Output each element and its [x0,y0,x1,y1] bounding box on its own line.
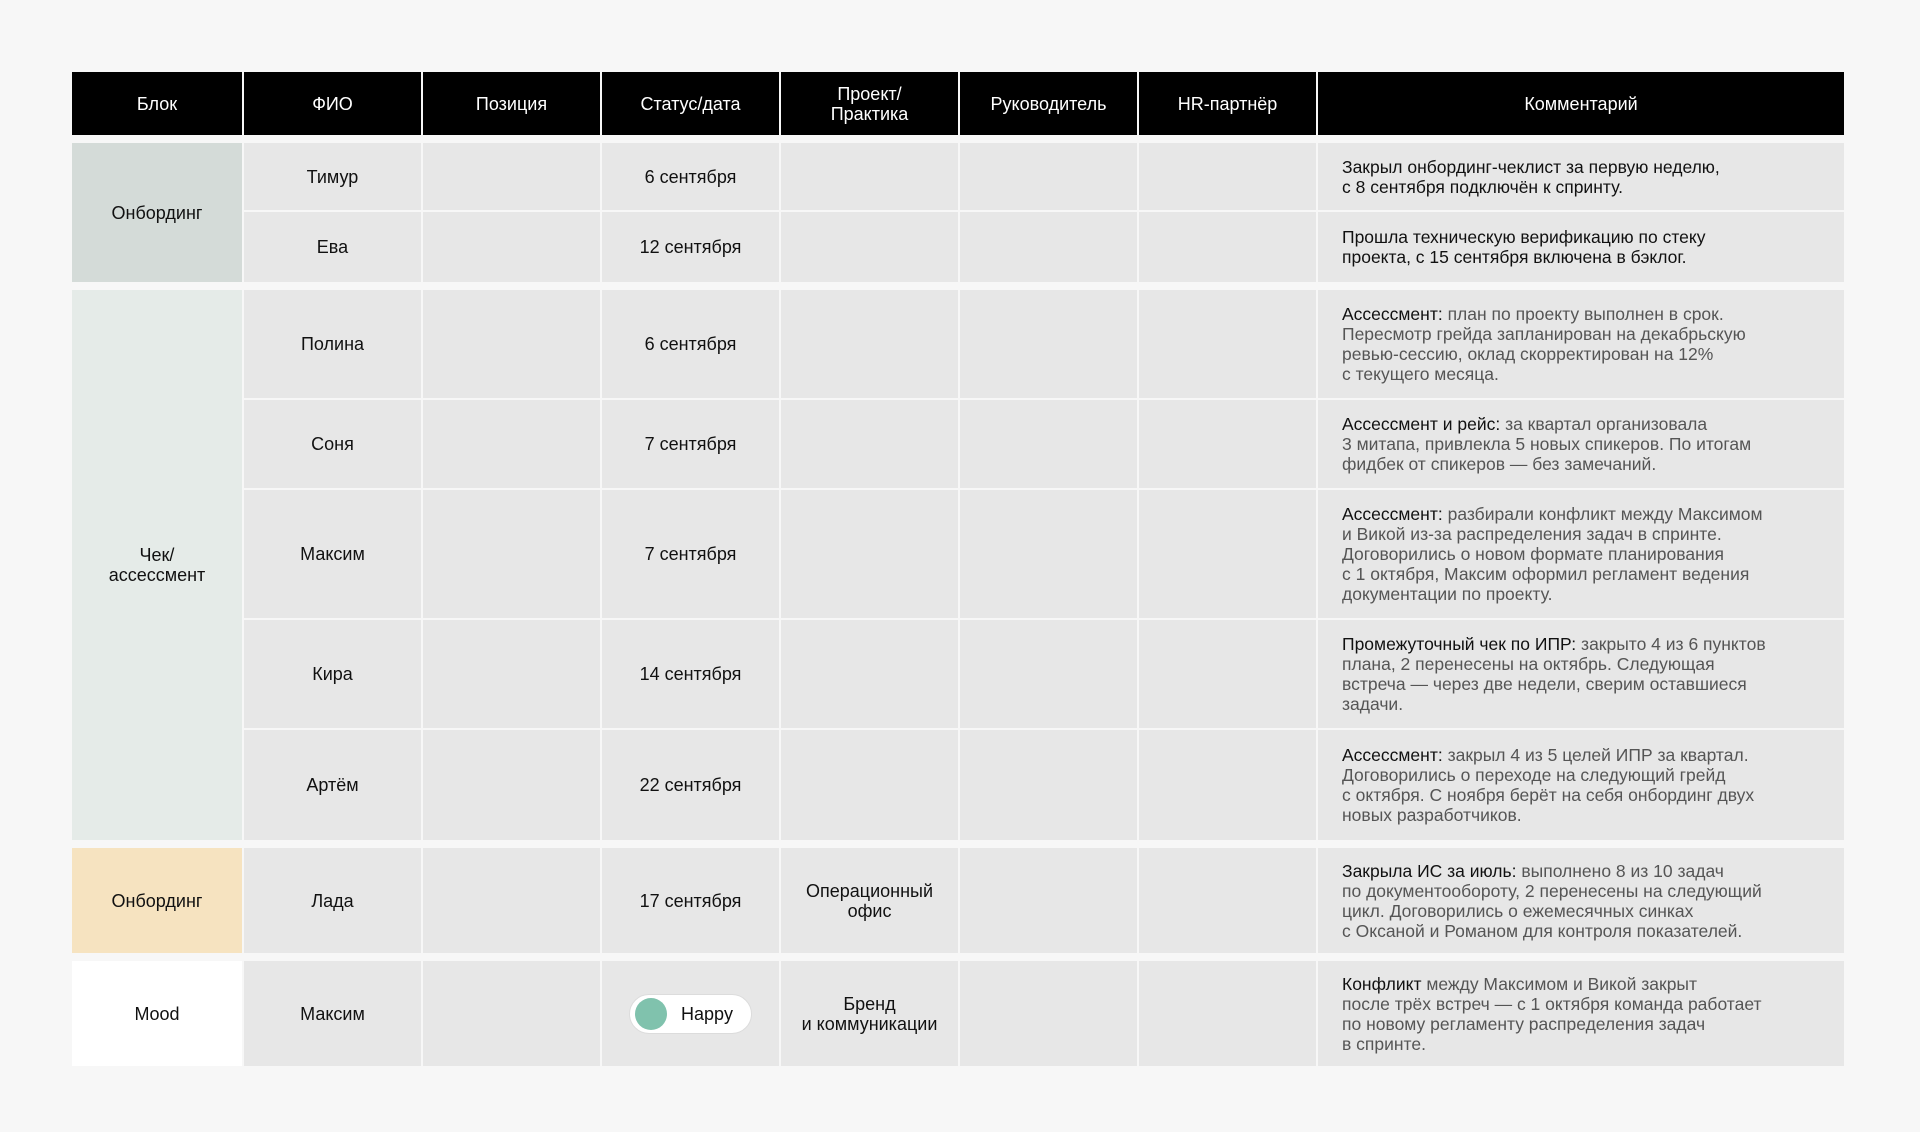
manager-cell [960,400,1137,490]
group-gap [72,135,1844,143]
hr-table [72,72,1844,1066]
employee-name: Максим [244,490,421,620]
employee-name: Артём [244,730,421,840]
comment-text [1342,304,1746,384]
comment-cell [1318,730,1844,840]
block-cell: Онбординг [72,143,242,282]
happy-dot-icon [635,998,667,1030]
position-cell [423,290,600,400]
project-cell [781,620,958,730]
header-comment: Комментарий [1318,72,1844,135]
comment-body: выполнено 8 из 10 задач по документообороту, 2 перенесены на следующий цикл. Договорились о ежемесячных синках с Оксаной и Романом для контроля показателей. [1342,860,1762,941]
comment-cell [1318,400,1844,490]
comment-body: Прошла техническую верификацию по стеку проекта, с 15 сентября включена в бэклог. [1342,227,1706,267]
header-manager: Руководитель [960,72,1137,135]
block-cell: Чек/ ассессмент [72,290,242,840]
comment-cell [1318,212,1844,282]
project-cell [781,490,958,620]
manager-cell [960,961,1137,1066]
project-cell [781,730,958,840]
hr-partner-cell [1139,961,1316,1066]
comment-lead: Закрыла ИС за июль: [1342,860,1517,881]
position-cell [423,490,600,620]
status-cell: 6 сентября [602,290,779,400]
group-gap [72,953,1844,961]
header-project: Проект/ Практика [781,72,958,135]
status-cell: 12 сентября [602,212,779,282]
position-cell [423,848,600,953]
group-gap [72,282,1844,290]
hr-partner-cell [1139,848,1316,953]
comment-text [1342,157,1720,197]
employee-name: Лада [244,848,421,953]
comment-lead: Ассессмент и рейс: [1342,414,1501,434]
status-cell [602,961,779,1066]
manager-cell [960,143,1137,212]
manager-cell [960,848,1137,953]
hr-partner-cell [1139,620,1316,730]
comment-text [1342,861,1762,941]
comment-lead: Ассессмент: [1342,745,1443,765]
comment-text [1342,414,1751,474]
hr-partner-cell [1139,143,1316,212]
hr-partner-cell [1139,290,1316,400]
comment-body: Закрыл онбординг-чеклист за первую неделю, с 8 сентября подключён к спринту. [1342,156,1720,197]
block-cell: Онбординг [72,848,242,953]
comment-body: за квартал организовала 3 митапа, привлекла 5 новых спикеров. По итогам фидбек от спикеров — без замечаний. [1342,414,1752,474]
position-cell [423,961,600,1066]
comment-cell [1318,961,1844,1066]
header-hr-partner: HR-партнёр [1139,72,1316,135]
mood-pill-label: Happy [680,1003,734,1024]
comment-body: план по проекту выполнен в срок. Пересмотр грейда запланирован на декабрьскую ревью-сессию, оклад скорректирован на 12% с текущего месяца. [1342,304,1746,384]
position-cell [423,620,600,730]
comment-lead: Промежуточный чек по ИПР: [1342,634,1577,654]
comment-cell [1318,290,1844,400]
mood-pill[interactable] [629,994,752,1034]
manager-cell [960,290,1137,400]
comment-text [1342,227,1705,267]
hr-partner-cell [1139,490,1316,620]
comment-text [1342,745,1754,825]
manager-cell [960,212,1137,282]
comment-body: между Максимом и Викой закрыт после трёх встреч — с 1 октября команда работает по новому регламенту распределения задач в спринте. [1342,973,1762,1054]
comment-cell [1318,848,1844,953]
position-cell [423,212,600,282]
project-cell: Операционный офис [781,848,958,953]
header-status: Статус/дата [602,72,779,135]
comment-text [1342,974,1762,1054]
position-cell [423,730,600,840]
comment-body: закрыл 4 из 5 целей ИПР за квартал. Договорились о переходе на следующий грейд с октября. С ноября берёт на себя онбординг двух новых разработчиков. [1342,745,1755,825]
hr-partner-cell [1139,212,1316,282]
comment-lead: Конфликт [1342,973,1422,994]
manager-cell [960,730,1137,840]
employee-name: Максим [244,961,421,1066]
status-cell: 17 сентября [602,848,779,953]
project-cell [781,212,958,282]
employee-name: Тимур [244,143,421,212]
status-cell: 14 сентября [602,620,779,730]
header-position: Позиция [423,72,600,135]
header-block: Блок [72,72,242,135]
block-cell: Mood [72,961,242,1066]
manager-cell [960,490,1137,620]
comment-body: закрыто 4 из 6 пунктов плана, 2 перенесены на октябрь. Следующая встреча — через две недели, сверим оставшиеся задачи. [1342,634,1766,714]
manager-cell [960,620,1137,730]
employee-name: Ева [244,212,421,282]
header-name: ФИО [244,72,421,135]
hr-partner-cell [1139,730,1316,840]
comment-body: разбирали конфликт между Максимом и Викой из-за распределения задач в спринте. Договорились о новом формате планирования с 1 октября, Максим оформил регламент ведения документации по проекту. [1342,504,1763,604]
position-cell [423,143,600,212]
employee-name: Полина [244,290,421,400]
employee-name: Соня [244,400,421,490]
project-cell: Бренд и коммуникации [781,961,958,1066]
comment-cell [1318,143,1844,212]
status-cell: 6 сентября [602,143,779,212]
project-cell [781,143,958,212]
comment-lead: Ассессмент: [1342,304,1443,324]
comment-cell [1318,490,1844,620]
project-cell [781,400,958,490]
hr-partner-cell [1139,400,1316,490]
position-cell [423,400,600,490]
comment-lead: Ассессмент: [1342,504,1443,524]
project-cell [781,290,958,400]
status-cell: 22 сентября [602,730,779,840]
employee-name: Кира [244,620,421,730]
comment-text [1342,634,1766,714]
comment-text [1342,504,1763,604]
status-cell: 7 сентября [602,400,779,490]
comment-cell [1318,620,1844,730]
status-cell: 7 сентября [602,490,779,620]
group-gap [72,840,1844,848]
